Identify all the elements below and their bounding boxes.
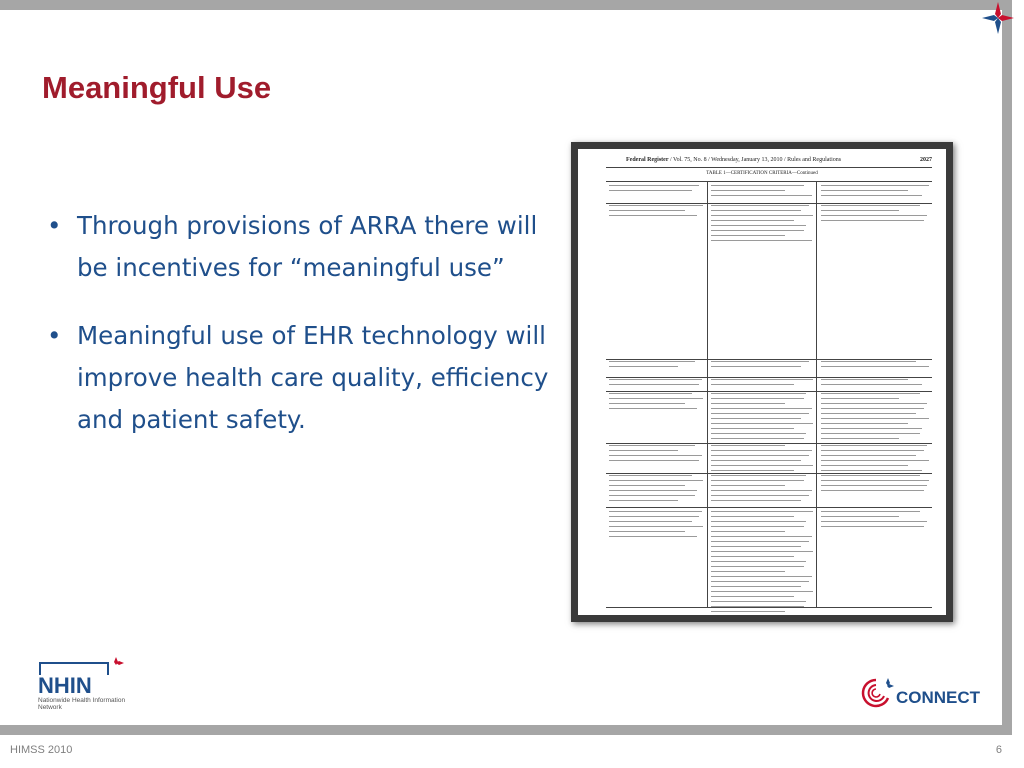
document-table-rule (606, 473, 932, 474)
document-text-line (711, 556, 794, 557)
document-text-line (609, 361, 695, 362)
document-text-line (609, 210, 685, 211)
bullet-item-ehr: • Meaningful use of EHR technology will improve health care quality, efficiency and patient safety. (45, 315, 555, 441)
connect-swirl-icon (858, 676, 896, 710)
document-text-line (711, 438, 804, 439)
document-text-line (711, 393, 806, 394)
document-text-line (711, 220, 794, 221)
document-text-line (711, 521, 806, 522)
document-text-line (609, 536, 697, 537)
document-text-line (711, 195, 812, 196)
document-table-column-divider (816, 181, 817, 607)
document-text-line (609, 526, 703, 527)
document-text-line (609, 398, 703, 399)
document-text-line (609, 460, 699, 461)
nhin-logo (38, 655, 138, 715)
document-text-line (711, 225, 806, 226)
document-text-line (711, 546, 801, 547)
document-text-line (821, 433, 920, 434)
connect-logo-name: CONNECT (896, 688, 981, 707)
document-text-line (609, 215, 697, 216)
document-text-line (711, 423, 813, 424)
document-text-line (711, 205, 809, 206)
frame-bottom-bar (0, 725, 1012, 735)
document-text-line (711, 561, 806, 562)
document-text-line (711, 210, 801, 211)
document-table-rule (606, 607, 932, 608)
document-text-line (609, 485, 685, 486)
document-text-line (821, 455, 916, 456)
document-text-line (711, 591, 813, 592)
document-table-column-divider (707, 181, 708, 607)
document-text-line (711, 460, 801, 461)
document-table-rule (606, 203, 932, 204)
document-text-line (821, 438, 899, 439)
document-text-line (711, 413, 809, 414)
document-text-line (711, 428, 794, 429)
document-text-line (711, 500, 801, 501)
document-text-line (609, 190, 692, 191)
document-text-line (711, 215, 813, 216)
document-table-rule (606, 181, 932, 182)
document-text-line (821, 450, 924, 451)
frame-right-bar (1002, 0, 1012, 735)
document-text-line (609, 500, 678, 501)
document-text-line (609, 455, 702, 456)
document-text-line (711, 398, 804, 399)
document-text-line (711, 531, 785, 532)
document-text-line (821, 366, 929, 367)
document-text-line (711, 596, 794, 597)
document-text-line (821, 521, 927, 522)
document-text-line (609, 480, 703, 481)
bullet-list (45, 205, 555, 467)
document-text-line (711, 230, 804, 231)
document-text-line (711, 490, 812, 491)
document-text-line (711, 445, 785, 446)
document-text-line (711, 526, 804, 527)
document-text-line (711, 571, 785, 572)
document-text-line (711, 586, 801, 587)
document-text-line (609, 490, 697, 491)
document-text-line (821, 185, 929, 186)
document-text-line (711, 551, 813, 552)
document-text-line (821, 423, 908, 424)
document-text-line (821, 215, 927, 216)
document-text-line (711, 240, 812, 241)
document-text-line (711, 408, 812, 409)
corner-star-icon (980, 0, 1016, 36)
document-text-line (821, 195, 922, 196)
document-text-line (821, 413, 916, 414)
document-text-line (609, 531, 685, 532)
document-text-line (609, 393, 692, 394)
footer-event: HIMSS 2010 (10, 744, 73, 756)
document-table-rule (606, 507, 932, 508)
document-text-line (821, 190, 908, 191)
document-text-line (821, 490, 922, 491)
document-text-line (609, 450, 678, 451)
document-text-line (711, 516, 794, 517)
document-text-line (711, 455, 809, 456)
document-text-line (821, 475, 916, 476)
document-text-line (609, 445, 695, 446)
document-text-line (711, 366, 801, 367)
document-text-line (711, 403, 785, 404)
document-table-rule (606, 443, 932, 444)
document-text-line (821, 470, 922, 471)
document-header (626, 157, 841, 163)
document-text-line (609, 495, 695, 496)
bullet-item-arra: • Through provisions of ARRA there will be incentives for “meaningful use” (45, 205, 555, 289)
document-text-line (711, 606, 804, 607)
document-text-line (711, 470, 794, 471)
federal-register-image (571, 142, 953, 622)
frame-top-bar (0, 0, 1002, 10)
document-text-line (821, 511, 920, 512)
document-text-line (821, 428, 922, 429)
document-page (578, 149, 946, 615)
document-text-line (711, 190, 785, 191)
document-text-line (609, 403, 685, 404)
document-text-line (711, 536, 812, 537)
document-text-line (711, 485, 785, 486)
document-text-line (821, 408, 924, 409)
document-text-line (609, 205, 703, 206)
document-text-line (821, 361, 916, 362)
document-text-line (711, 235, 785, 236)
document-table-rule (606, 391, 932, 392)
document-text-line (711, 495, 809, 496)
document-text-line (711, 475, 806, 476)
document-text-line (821, 384, 922, 385)
document-text-line (711, 511, 813, 512)
document-text-line (821, 465, 908, 466)
document-text-line (711, 480, 804, 481)
document-text-line (821, 526, 924, 527)
document-text-line (711, 379, 813, 380)
document-text-line (609, 408, 697, 409)
document-text-line (609, 516, 699, 517)
document-text-line (711, 566, 804, 567)
document-text-line (821, 485, 908, 486)
document-table-rule (606, 377, 932, 378)
document-text-line (711, 361, 809, 362)
document-text-line (609, 185, 699, 186)
document-text-line (821, 398, 899, 399)
document-journal-name: Federal Register (626, 157, 669, 163)
document-header-rule (606, 167, 932, 168)
document-text-line (821, 220, 924, 221)
document-text-line (821, 516, 899, 517)
document-text-line (711, 418, 801, 419)
document-table-rule (606, 359, 932, 360)
document-text-line (711, 601, 806, 602)
document-page-number: 2027 (920, 157, 932, 163)
document-text-line (711, 611, 785, 612)
document-text-line (609, 379, 702, 380)
document-text-line (609, 511, 702, 512)
document-text-line (609, 366, 678, 367)
document-text-line (609, 384, 699, 385)
document-text-line (711, 576, 812, 577)
document-text-line (821, 393, 920, 394)
document-text-line (821, 480, 929, 481)
nhin-logo-name: NHIN (38, 673, 92, 698)
document-text-line (821, 205, 920, 206)
document-text-line (821, 418, 929, 419)
document-issue-info: / Vol. 75, No. 8 / Wednesday, January 13, 2010 / Rules and Regulations (668, 157, 842, 163)
document-text-line (711, 581, 809, 582)
connect-logo (858, 672, 988, 712)
document-text-line (821, 403, 927, 404)
document-text-line (821, 460, 929, 461)
document-text-line (609, 475, 692, 476)
slide-title: Meaningful Use (42, 70, 272, 105)
document-text-line (821, 445, 927, 446)
document-text-line (711, 433, 806, 434)
document-text-line (711, 450, 812, 451)
document-text-line (711, 465, 813, 466)
document-text-line (821, 210, 899, 211)
footer-slide-number: 6 (995, 744, 1002, 756)
document-text-line (821, 379, 908, 380)
document-text-line (711, 185, 804, 186)
nhin-logo-subtitle: Nationwide Health Information Network (38, 697, 126, 711)
document-table-title: TABLE 1—CERTIFICATION CRITERIA—Continued (706, 171, 818, 176)
document-text-line (609, 521, 692, 522)
document-text-line (711, 541, 809, 542)
document-text-line (711, 384, 794, 385)
